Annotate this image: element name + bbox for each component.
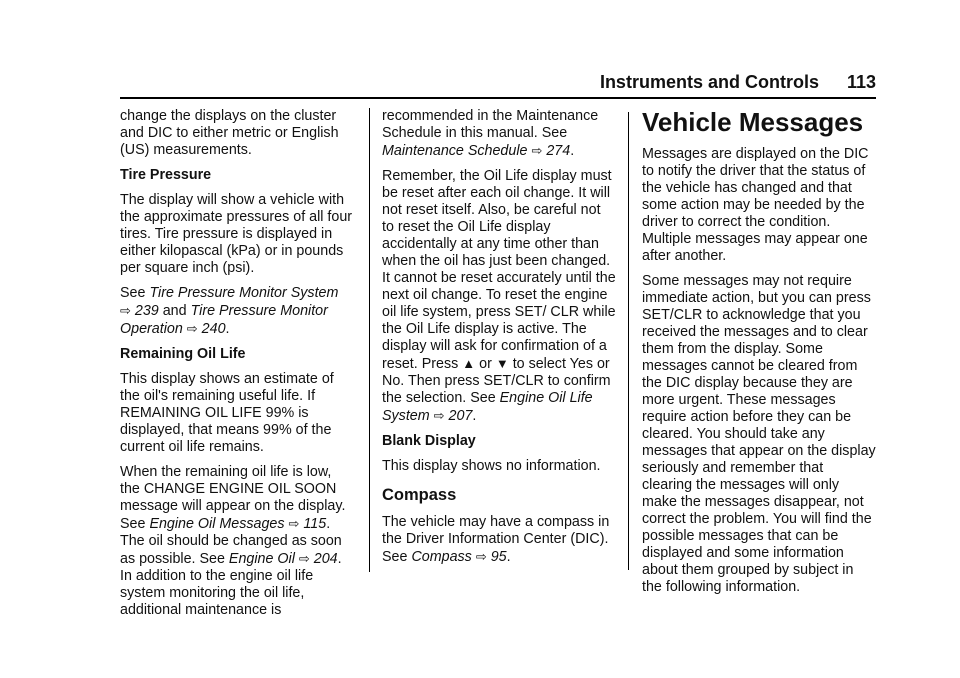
heading-remaining-oil-life: Remaining Oil Life xyxy=(120,346,246,362)
paragraph: Messages are displayed on the DIC to notify the driver that the status of the vehicle has changed and that some action may be needed by the driver to correct the condition. Multiple messages may appear one after another. xyxy=(642,146,869,264)
page-ref-icon: ⇨ xyxy=(186,321,198,336)
heading-tire-pressure: Tire Pressure xyxy=(120,167,212,183)
page-ref-icon: ⇨ xyxy=(433,408,445,423)
section-title: Instruments and Controls xyxy=(599,72,819,92)
paragraph: recommended in the Maintenance Schedule in this manual. See Maintenance Schedule ⇨ 274. xyxy=(382,108,599,159)
link-tire-pressure-monitor-operation[interactable]: Tire Pressure Monitor Operation ⇨ 240 xyxy=(120,303,328,337)
page-ref-icon: ⇨ xyxy=(120,303,131,318)
page-ref-icon: ⇨ xyxy=(298,551,310,566)
header-rule xyxy=(120,97,876,99)
heading-compass: Compass xyxy=(382,486,457,504)
paragraph-see-also: See Tire Pressure Monitor System ⇨ 239 and Tire Pressure Monitor Operation ⇨ 240. xyxy=(120,285,339,337)
page-number: 113 xyxy=(846,72,876,92)
column-3 xyxy=(642,108,876,604)
paragraph: When the remaining oil life is low, the CHANGE ENGINE OIL SOON message will appear on the display. See Engine Oil Messages ⇨ 115. The oil should be changed as soon as possible. See Engine Oil ⇨ 204. In addition to the engine oil life system monitoring the oil life, additional maintenance is xyxy=(120,464,346,618)
heading-vehicle-messages: Vehicle Messages xyxy=(642,107,864,137)
link-engine-oil-life-system[interactable]: Engine Oil Life System ⇨ 207 xyxy=(382,390,593,424)
paragraph: change the displays on the cluster and DIC to either metric or English (US) measurements. xyxy=(120,108,339,158)
page-ref-icon: ⇨ xyxy=(531,143,543,158)
paragraph: This display shows no information. xyxy=(382,458,601,474)
link-engine-oil-messages[interactable]: Engine Oil Messages ⇨ 115 xyxy=(149,516,327,532)
link-engine-oil[interactable]: Engine Oil ⇨ 204 xyxy=(228,551,338,567)
up-arrow-icon: ▲ xyxy=(462,356,476,371)
column-divider xyxy=(369,108,370,572)
page-ref-icon: ⇨ xyxy=(288,516,300,531)
page-header xyxy=(590,72,876,93)
page-ref-icon: ⇨ xyxy=(475,549,487,564)
column-2 xyxy=(382,108,616,574)
paragraph: The display will show a vehicle with the approximate pressures of all four tires. Tire pressure is displayed in either kilopascal (kPa) or in pounds per square inch (psi). xyxy=(120,192,353,276)
column-divider xyxy=(628,112,629,570)
down-arrow-icon: ▼ xyxy=(495,356,509,371)
paragraph: Remember, the Oil Life display must be reset after each oil change. It will not reset itself. Also, be careful not to reset the Oil Life display accidentally at any time other than when the oil has just been changed. It cannot be reset accurately until the next oil change. To reset the engine oil life system, press SET/ CLR while the Oil Life display is active. The display will ask for confirmation of a reset. Press ▲ or ▼ to select Yes or No. Then press SET/CLR to confirm the selection. See Engine Oil Life System ⇨ 207. xyxy=(382,168,616,424)
paragraph: This display shows an estimate of the oil's remaining useful life. If REMAINING OIL LIFE 99% is displayed, that means 99% of the current oil life remains. xyxy=(120,371,334,455)
paragraph: Some messages may not require immediate action, but you can press SET/CLR to acknowledge that you received the messages and to clear them from the display. Some messages cannot be cleared from the DIC display because they are more urgent. These messages require action before they can be cleared. You should take any messages that appear on the display seriously and remember that clearing the messages will only make the messages disappear, not correct the problem. You will find the possible messages that can be displayed and some information about them grouped by subject in the following information. xyxy=(642,273,876,595)
link-tire-pressure-monitor-system[interactable]: Tire Pressure Monitor System ⇨ 239 xyxy=(120,285,339,319)
link-compass[interactable]: Compass ⇨ 95 xyxy=(411,549,507,565)
paragraph: The vehicle may have a compass in the Driver Information Center (DIC). See Compass ⇨ 95. xyxy=(382,514,610,565)
column-1 xyxy=(120,108,354,627)
link-maintenance-schedule[interactable]: Maintenance Schedule ⇨ 274 xyxy=(382,143,571,159)
heading-blank-display: Blank Display xyxy=(382,433,476,449)
